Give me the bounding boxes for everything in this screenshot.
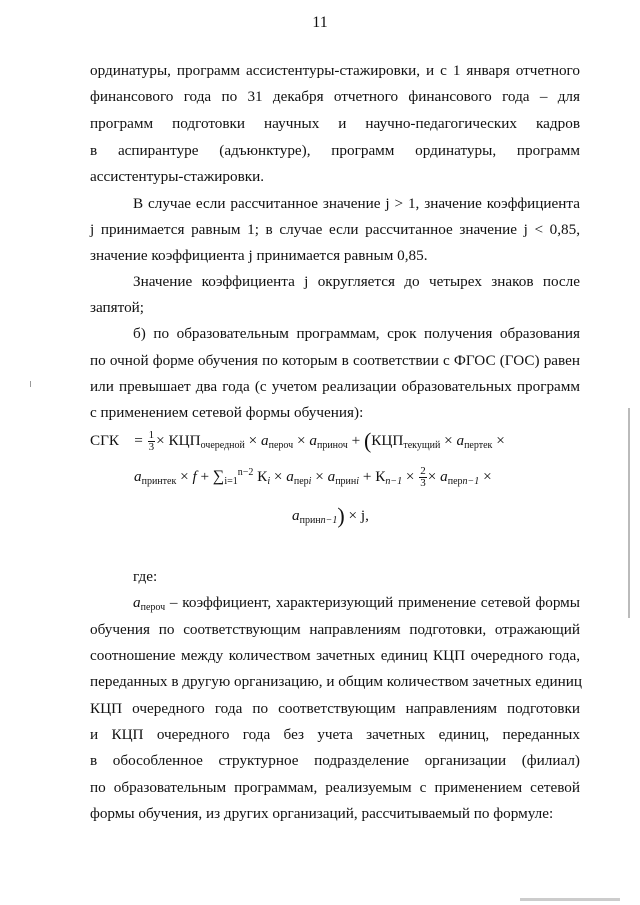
text-line: б) по образовательным программам, срок получения образования	[133, 325, 580, 342]
where-label: где:	[133, 568, 158, 585]
text-line: КЦП очередного года по соответствующим направлениям подготовки	[90, 700, 580, 717]
formula-line-1: СГК = $\frac{1}{3}$ × $КЦП_{очередной} \times a_{пероч} \times a_{приноч} + (КЦП_{текущий} \times a_{пертек}$ ×	[90, 428, 505, 454]
text-line: j принимается равным 1; в случае если рассчитанное значение j < 0,85,	[90, 221, 580, 238]
text-line: В случае если рассчитанное значение j > 1, значение коэффициента	[133, 195, 580, 212]
text-line: переданных в другую организацию, и общим количеством зачетных единиц	[90, 673, 583, 690]
text-line: финансового года по 31 декабря отчетного финансового года – для	[90, 88, 580, 105]
text-line: в обособленное структурное подразделение организации (филиал)	[90, 752, 580, 769]
text-line: по очной форме обучения по которым в соответствии с ФГОС (ГОС) равен	[90, 352, 580, 369]
text-line: ординатуры, программ ассистентуры-стажировки, и с 1 января отчетного	[90, 62, 580, 79]
text-line: обучения по соответствующим направлениям подготовки, отражающий	[90, 621, 580, 638]
text-line: $a_{пероч}$ – коэффициент, характеризующий применение сетевой формы	[133, 594, 580, 613]
formula-line-3: $a_{принn-1}) \times j$,	[292, 503, 369, 528]
fraction-two-thirds: $\frac{2}{3}$	[420, 465, 426, 489]
text-line: запятой;	[90, 299, 145, 316]
scan-mark	[30, 381, 31, 387]
text-line: значение коэффициента j принимается равным 0,85.	[90, 247, 428, 264]
fraction-one-third: $\frac{1}{3}$	[148, 429, 155, 454]
text-line: ассистентуры-стажировки.	[90, 168, 265, 185]
text-line: или превышает два года (с учетом реализации образовательных программ	[90, 378, 580, 395]
formula-lhs: СГК	[90, 432, 120, 449]
text-line: соотношение между количеством зачетных единиц КЦП очередного года,	[90, 647, 580, 664]
text-line: Значение коэффициента j округляется до четырех знаков после	[133, 273, 580, 290]
text-line: в аспирантуре (адъюнктуре), программ ординатуры, программ	[90, 142, 580, 159]
text-line: формы обучения, из других организаций, рассчитываемый по формуле:	[90, 805, 554, 822]
scan-bottom-mark	[520, 898, 620, 901]
text-line: и КЦП очередного года без учета зачетных единиц, переданных	[90, 726, 580, 743]
text-line: с применением сетевой формы обучения):	[90, 404, 364, 421]
page-number: 11	[312, 14, 328, 31]
scan-edge-mark	[628, 408, 630, 618]
text-line: программ подготовки научных и научно-педагогических кадров	[90, 115, 580, 132]
text-line: по образовательным программам, реализуемым с применением сетевой	[90, 779, 580, 796]
sum-symbol: ∑	[212, 467, 225, 485]
formula-line-2: $a_{принтек} \times f + \sum_{i=1}^{n-2}$ $К_i \times a_{перi} \times a_{принi} + К_{n-1}$ × $\frac{2}{3}$ × $a_{перn-1}$ ×	[134, 465, 492, 489]
